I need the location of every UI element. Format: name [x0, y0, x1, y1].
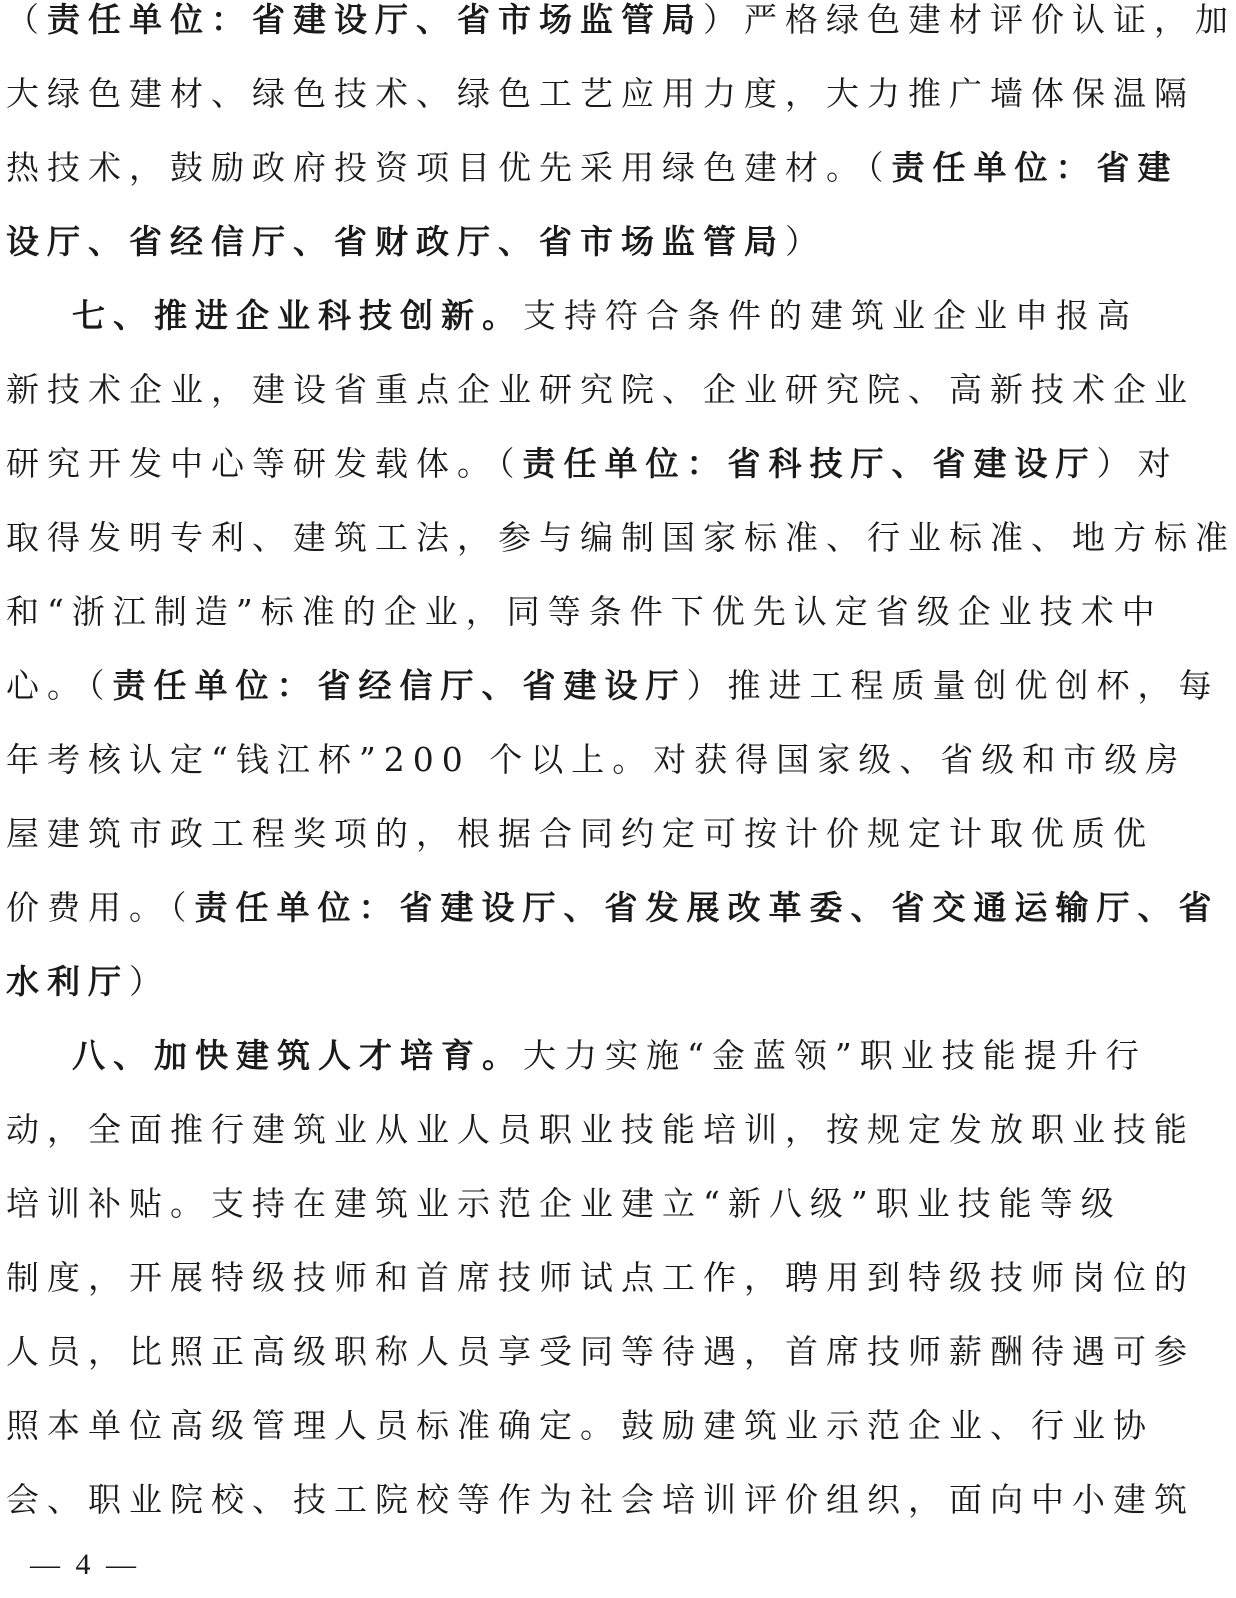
text-line [6, 444, 1179, 518]
text-line [6, 1184, 1122, 1258]
text-segment: 大力实施“金蓝领”职业技能提升行 [523, 1036, 1147, 1075]
text-segment: 会、职业院校、技工院校等作为社会培训评价组织，面向中小建筑 [6, 1480, 1195, 1519]
text-segment: ） [129, 962, 170, 1001]
text-segment: 照本单位高级管理人员标准确定。鼓励建筑业示范企业、行业协 [6, 1406, 1154, 1445]
text-segment: 人员，比照正高级职称人员享受同等待遇，首席技师薪酬待遇可参 [6, 1332, 1195, 1371]
responsible-units: 责任单位：省建 [891, 148, 1179, 187]
text-segment: （ [6, 0, 47, 39]
page-number: — 4 — [30, 1548, 140, 1581]
text-line [6, 1258, 1195, 1332]
responsible-units: 责任单位：省建设厅、省市场监管局 [47, 0, 703, 39]
text-line [6, 962, 1058, 1036]
text-segment: ）对 [1096, 444, 1179, 483]
text-segment: ）严格绿色建材评价认证，加 [703, 0, 1236, 39]
text-segment: 价费用。（ [6, 888, 195, 927]
text-segment: ） [785, 222, 826, 261]
text-segment: 大绿色建材、绿色技术、绿色工艺应用力度，大力推广墙体保温隔 [6, 74, 1195, 113]
text-segment: 研究开发中心等研发载体。（ [6, 444, 523, 483]
text-line [6, 740, 1187, 814]
text-line [6, 888, 1220, 962]
text-line [6, 1110, 1195, 1184]
text-segment: 屋建筑市政工程奖项的，根据合同约定可按计价规定计取优质优 [6, 814, 1154, 853]
text-line [6, 74, 1195, 148]
section-heading: 八、加快建筑人才培育。 [72, 1036, 523, 1075]
responsible-units: 责任单位：省科技厅、省建设厅 [522, 444, 1097, 483]
responsible-units: 水利厅 [6, 962, 129, 1001]
text-line [6, 1332, 1195, 1406]
text-segment: 取得发明专利、建筑工法，参与编制国家标准、行业标准、地方标准 [6, 518, 1236, 557]
text-segment: 动，全面推行建筑业从业人员职业技能培训，按规定发放职业技能 [6, 1110, 1195, 1149]
text-line [6, 222, 1058, 296]
text-segment: 心。（ [6, 666, 113, 705]
responsible-units: 责任单位：省经信厅、省建设厅 [112, 666, 687, 705]
text-line [6, 0, 1236, 74]
text-line [6, 814, 1154, 888]
text-line [6, 666, 1220, 740]
responsible-units: 责任单位：省建设厅、省发展改革委、省交通运输厅、省 [194, 888, 1220, 927]
text-line [6, 592, 1163, 666]
text-line [6, 518, 1236, 592]
body-text [6, 0, 1236, 1554]
text-segment: 和“浙江制造”标准的企业，同等条件下优先认定省级企业技术中 [6, 592, 1163, 631]
text-line [6, 1406, 1154, 1480]
text-line [6, 370, 1195, 444]
text-line [6, 148, 1179, 222]
text-line [6, 1480, 1195, 1554]
text-segment: 支持符合条件的建筑业企业申报高 [523, 296, 1138, 335]
text-segment: 年考核认定“钱江杯”200 个以上。对获得国家级、省级和市级房 [6, 740, 1187, 779]
text-segment: 培训补贴。支持在建筑业示范企业建立“新八级”职业技能等级 [6, 1184, 1122, 1223]
text-segment: 热技术，鼓励政府投资项目优先采用绿色建材。（ [6, 148, 892, 187]
paragraph-heading-line [6, 1036, 1147, 1110]
text-segment: ）推进工程质量创优创杯，每 [686, 666, 1220, 705]
paragraph-heading-line [6, 296, 1138, 370]
text-segment: 制度，开展特级技师和首席技师试点工作，聘用到特级技师岗位的 [6, 1258, 1195, 1297]
text-segment: 新技术企业，建设省重点企业研究院、企业研究院、高新技术企业 [6, 370, 1195, 409]
responsible-units: 设厅、省经信厅、省财政厅、省市场监管局 [6, 222, 785, 261]
section-heading: 七、推进企业科技创新。 [72, 296, 523, 335]
